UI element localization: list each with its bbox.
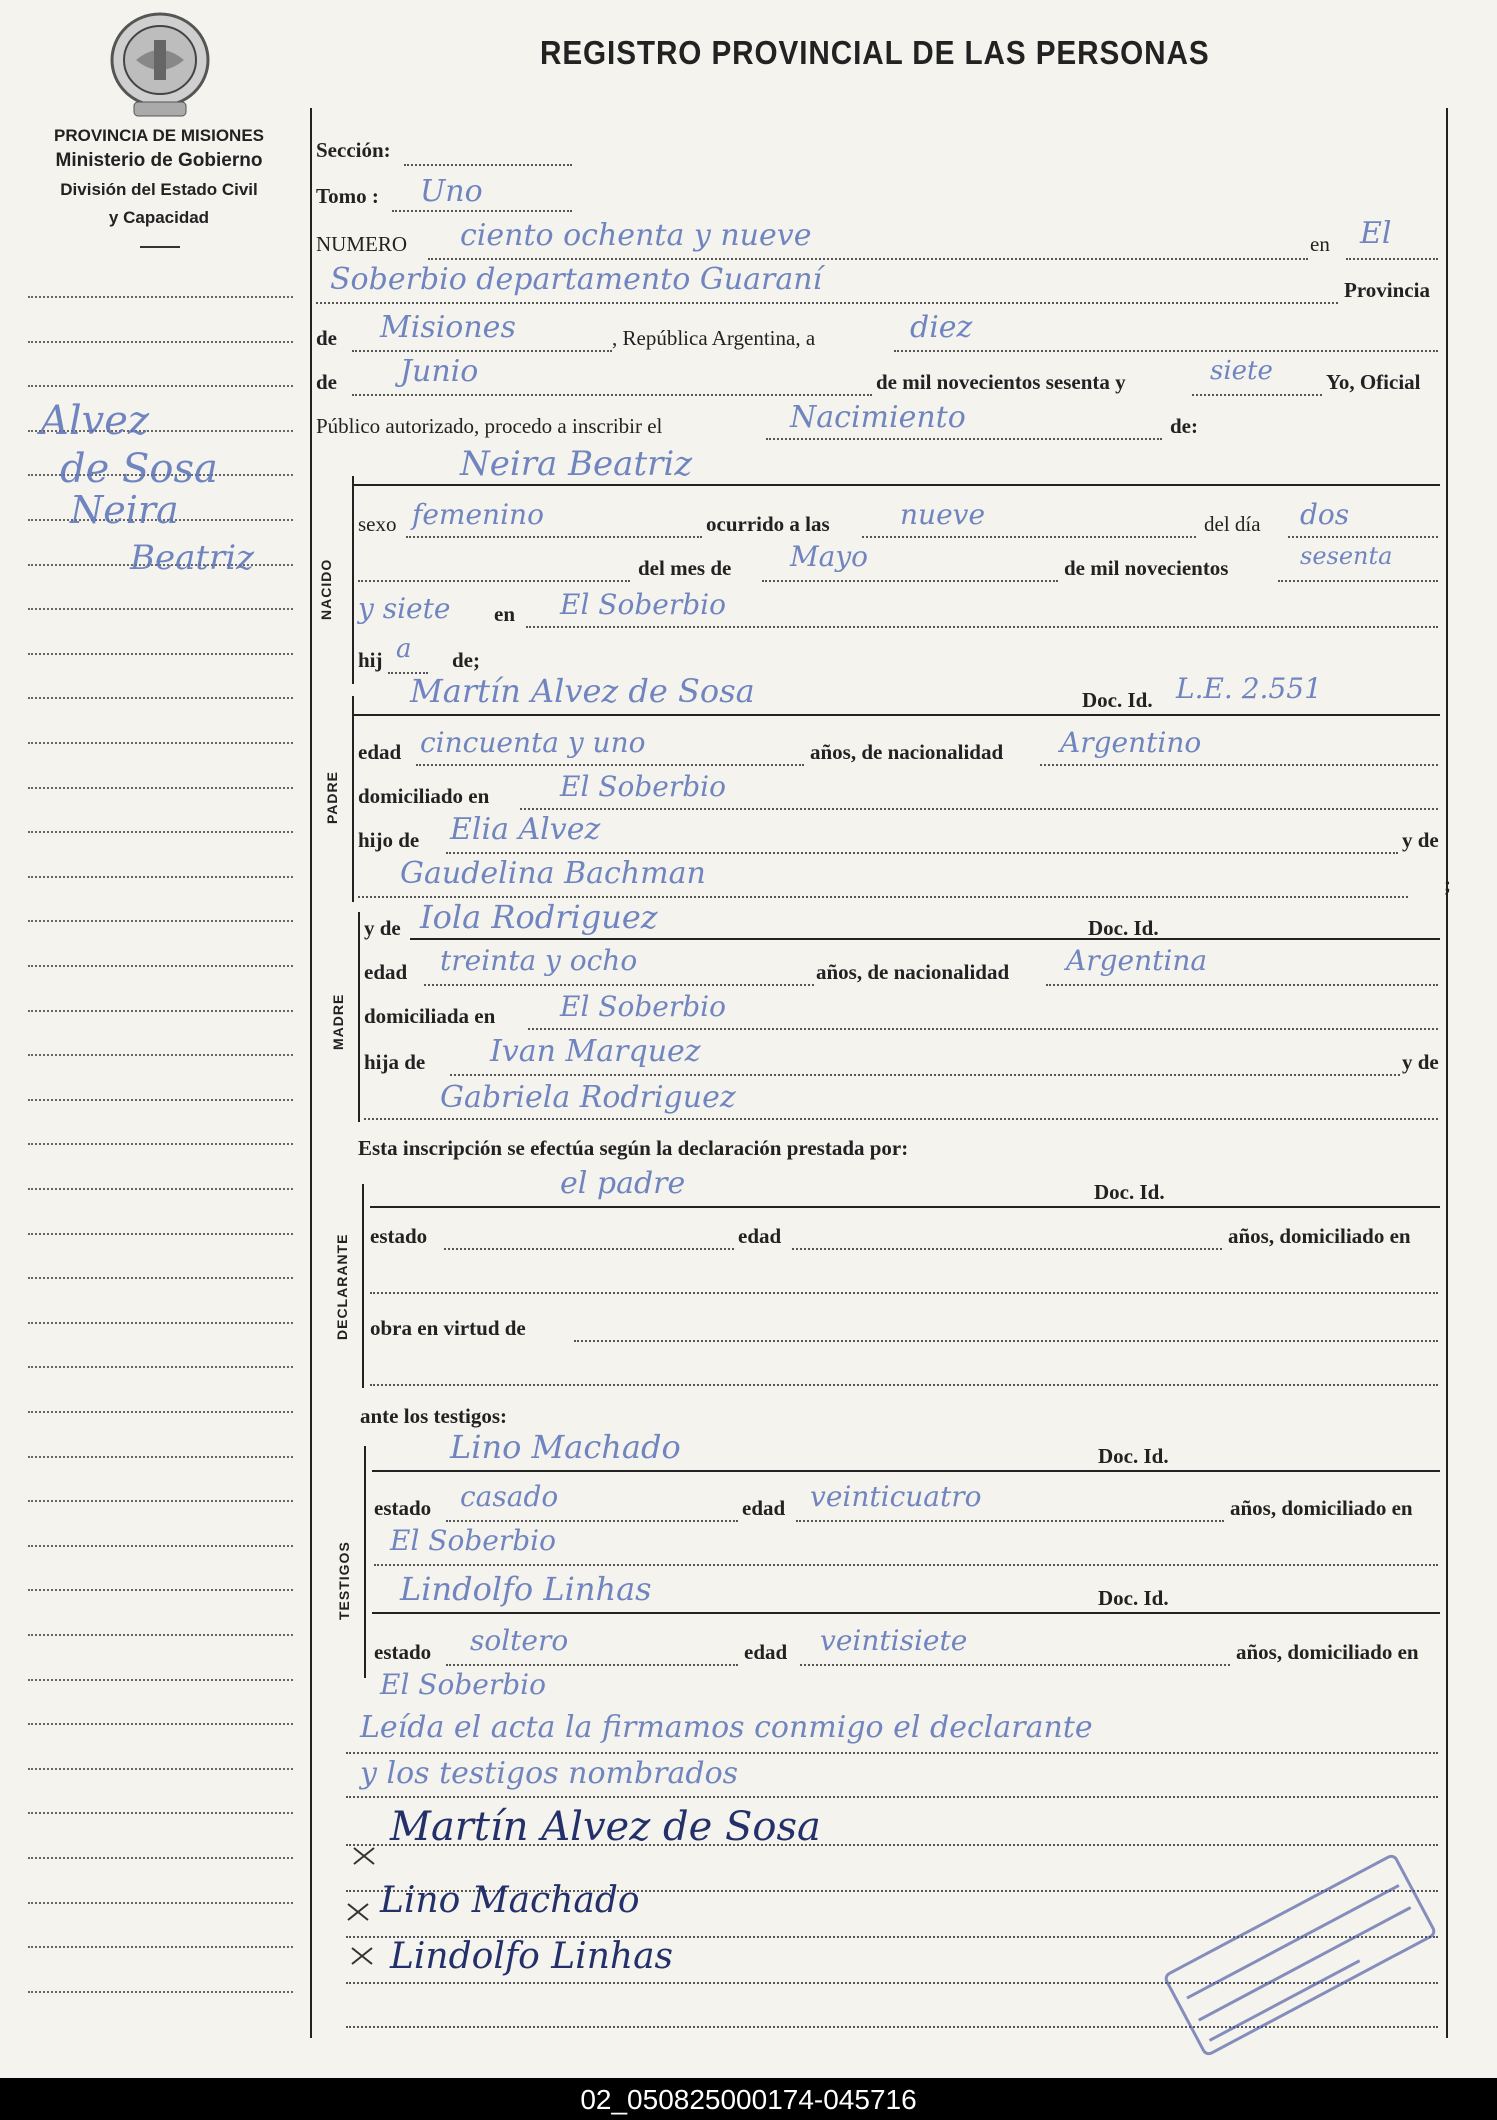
publico-label: Público autorizado, procedo a inscribir el (316, 414, 663, 438)
testigo1-doc-label: Doc. Id. (1098, 1444, 1169, 1468)
declarante-tag: DECLARANTE (334, 1233, 350, 1340)
padre-value: Martín Alvez de Sosa (410, 672, 755, 710)
margin-line (28, 385, 293, 387)
numero-label: NUMERO (316, 232, 408, 256)
dia-nac-value: dos (1300, 498, 1350, 531)
margin-line (28, 1099, 293, 1101)
margin-name-1: Neira (70, 488, 179, 532)
madre-madre-line (364, 1118, 1438, 1120)
margin-line (28, 1768, 293, 1770)
margin-line (28, 1857, 293, 1859)
page-title: REGISTRO PROVINCIAL DE LAS PERSONAS (540, 34, 1210, 71)
testigo2-edad-label: edad (744, 1640, 788, 1664)
sexo-value: femenino (412, 498, 544, 531)
nacido-bracket (352, 476, 354, 684)
testigos-bracket (364, 1446, 366, 1678)
testigo1-edad-label: edad (742, 1496, 786, 1520)
madre-dom-value: El Soberbio (560, 990, 726, 1023)
hij-value: a (396, 634, 412, 664)
madre-y-de-label: y de (364, 916, 401, 940)
de-semicolon-label: de; (452, 648, 480, 672)
padre-nac-value: Argentino (1060, 726, 1202, 759)
del-mes-label: del mes de (638, 556, 732, 580)
madre-tag: MADRE (330, 993, 346, 1050)
margin-line (28, 296, 293, 298)
org-underline (140, 246, 180, 248)
acto-value: Nacimiento (790, 400, 966, 435)
note-line-1 (346, 1752, 1438, 1754)
signature-witness-2: Lindolfo Linhas (390, 1936, 674, 1977)
lugar-nac-line (526, 626, 1438, 628)
margin-line (28, 876, 293, 878)
testigo1-estado-label: estado (374, 1496, 432, 1520)
blank-line-1 (358, 580, 630, 582)
org-capacity: y Capacidad (108, 208, 210, 227)
padre-hijo-label: hijo de (358, 828, 420, 852)
testigo1-dom-label: años, domiciliado en (1230, 1496, 1413, 1520)
cross-mark-icon (350, 1946, 374, 1966)
testigo1-dom-value: El Soberbio (390, 1524, 556, 1557)
numero-value: ciento ochenta y nueve (460, 218, 812, 253)
testigo2-edad-value: veintisiete (820, 1624, 968, 1657)
nombre-value: Neira Beatriz (460, 444, 693, 484)
dia-nac-line (1288, 536, 1438, 538)
madre-value: Iola Rodriguez (420, 898, 658, 936)
padre-tag: PADRE (324, 771, 340, 824)
padre-edad-value: cincuenta y uno (420, 726, 646, 759)
padre-doc-label: Doc. Id. (1082, 688, 1153, 712)
republica-label: , República Argentina, a (612, 326, 816, 350)
padre-padre-value: Elia Alvez (450, 812, 601, 847)
margin-line (28, 742, 293, 744)
de-label-2: de (316, 370, 337, 394)
cross-mark-icon (346, 1902, 370, 1922)
signature-witness-1: Lino Machado (380, 1880, 640, 1921)
ante-label: ante los testigos: (360, 1404, 507, 1428)
testigo1-line (372, 1470, 1440, 1472)
margin-line (28, 697, 293, 699)
margin-line (28, 1277, 293, 1279)
declarante-line (370, 1206, 1440, 1208)
mes-nac-line (762, 580, 1058, 582)
cross-mark-icon (352, 1846, 376, 1866)
sesenta-label: de mil novecientos sesenta y (876, 370, 1126, 394)
provincia-label: Provincia (1344, 278, 1430, 302)
margin-line (28, 831, 293, 833)
madre-bracket (358, 912, 360, 1122)
padre-semicolon: ; (1444, 872, 1451, 896)
margin-line (28, 1902, 293, 1904)
madre-line (410, 938, 1440, 940)
tomo-value: Uno (420, 174, 483, 209)
testigo1-estado-value: casado (460, 1480, 559, 1513)
testigos-tag: TESTIGOS (336, 1541, 352, 1620)
nacido-tag: NACIDO (318, 558, 334, 620)
declarante-edad-label: edad (738, 1224, 782, 1248)
margin-line (28, 1456, 293, 1458)
padre-nac-line (1040, 764, 1438, 766)
margin-line (28, 1545, 293, 1547)
madre-hija-label: hija de (364, 1050, 426, 1074)
seccion-line (404, 164, 572, 166)
testigo2-dom-label: años, domiciliado en (1236, 1640, 1419, 1664)
testigo2-dom-value: El Soberbio (380, 1668, 546, 1701)
lugar-line (316, 302, 1338, 304)
anio-nac-line (1278, 580, 1438, 582)
tomo-label: Tomo : (316, 184, 379, 208)
official-stamp-icon (1150, 1850, 1450, 2060)
hora-value: nueve (900, 498, 986, 531)
madre-padre-line (450, 1074, 1400, 1076)
madre-doc-label: Doc. Id. (1088, 916, 1159, 940)
margin-line (28, 1812, 293, 1814)
padre-line (354, 714, 1440, 716)
declarante-value: el padre (560, 1166, 686, 1201)
anio-nac-value-1: sesenta (1300, 542, 1393, 570)
lugar-nac-value: El Soberbio (560, 588, 726, 621)
provincia-line (352, 350, 612, 352)
margin-line (28, 1634, 293, 1636)
de-colon-label: de: (1170, 414, 1198, 438)
margin-line (28, 1054, 293, 1056)
footer-id: 02_050825000174-045716 (580, 2084, 917, 2115)
testigo1-edad-line (796, 1520, 1224, 1522)
margin-surname-1: Alvez (40, 398, 150, 444)
margin-line (28, 1010, 293, 1012)
numero-line (428, 258, 1308, 260)
padre-dom-line (520, 808, 1438, 810)
padre-edad-line (416, 764, 804, 766)
nombre-line (354, 484, 1440, 486)
provincia-value: Misiones (380, 310, 516, 345)
padre-nac-label: años, de nacionalidad (810, 740, 1004, 764)
sexo-line (406, 536, 702, 538)
madre-nac-value: Argentina (1066, 944, 1208, 977)
madre-madre-value: Gabriela Rodriguez (440, 1080, 736, 1115)
padre-madre-value: Gaudelina Bachman (400, 856, 706, 891)
margin-line (28, 1589, 293, 1591)
padre-doc-value: L.E. 2.551 (1176, 672, 1322, 705)
testigo1-dom-line (374, 1564, 1438, 1566)
org-division: División del Estado Civil (60, 180, 258, 199)
padre-dom-value: El Soberbio (560, 770, 726, 803)
margin-line (28, 1991, 293, 1993)
note-1: Leída el acta la firmamos conmigo el declarante (360, 1710, 1093, 1745)
signature-father: Martín Alvez de Sosa (390, 1804, 821, 1850)
testigo2-edad-line (800, 1664, 1230, 1666)
dia-line (894, 350, 1438, 352)
madre-y-de-label-2: y de (1402, 1050, 1439, 1074)
margin-line (28, 920, 293, 922)
mes-value: Junio (400, 354, 479, 389)
madre-edad-line (424, 984, 814, 986)
testigo1-value: Lino Machado (450, 1428, 681, 1466)
en-nac-label: en (494, 602, 515, 626)
margin-line (28, 787, 293, 789)
anio-line (1192, 394, 1322, 396)
de-mil-label: de mil novecientos (1064, 556, 1229, 580)
right-border-line (1446, 108, 1448, 2038)
margin-line (28, 1946, 293, 1948)
margin-line (28, 1411, 293, 1413)
dia-value: diez (910, 310, 973, 345)
de-label-1: de (316, 326, 337, 350)
inscripcion-label: Esta inscripción se efectúa según la declaración prestada por: (358, 1136, 909, 1160)
padre-bracket (352, 696, 354, 902)
declarante-blank-line (370, 1292, 1438, 1294)
margin-line (28, 1188, 293, 1190)
padre-dom-label: domiciliado en (358, 784, 490, 808)
declarante-bracket (362, 1184, 364, 1388)
padre-edad-label: edad (358, 740, 402, 764)
testigo2-estado-line (446, 1664, 738, 1666)
testigo2-estado-label: estado (374, 1640, 432, 1664)
madre-dom-label: domiciliada en (364, 1004, 496, 1028)
org-province: PROVINCIA DE MISIONES (53, 126, 264, 145)
testigo2-estado-value: soltero (470, 1624, 569, 1657)
org-ministry: Ministerio de Gobierno (55, 150, 263, 171)
mes-line (352, 394, 872, 396)
margin-line (28, 608, 293, 610)
margin-line (28, 965, 293, 967)
left-border-line (310, 108, 312, 2038)
margin-line (28, 1366, 293, 1368)
yo-oficial-label: Yo, Oficial (1326, 370, 1421, 394)
testigo1-estado-line (446, 1520, 738, 1522)
declarante-dom-label: años, domiciliado en (1228, 1224, 1411, 1248)
margin-line (28, 1233, 293, 1235)
declarante-estado-line (444, 1248, 734, 1250)
margin-line (28, 1143, 293, 1145)
acto-line (766, 438, 1162, 440)
margin-name-2: Beatriz (130, 538, 255, 578)
padre-padre-line (446, 852, 1398, 854)
testigo1-edad-value: veinticuatro (810, 1480, 982, 1513)
madre-padre-value: Ivan Marquez (490, 1034, 701, 1069)
madre-nac-label: años, de nacionalidad (816, 960, 1010, 984)
hij-label: hij (358, 648, 383, 672)
margin-surname-2: de Sosa (60, 446, 218, 492)
testigo2-value: Lindolfo Linhas (400, 1570, 652, 1608)
madre-dom-line (528, 1028, 1438, 1030)
del-dia-label: del día (1204, 512, 1261, 536)
declarante-estado-label: estado (370, 1224, 428, 1248)
margin-line (28, 341, 293, 343)
declarante-edad-line (792, 1248, 1222, 1250)
en-label: en (1310, 232, 1330, 256)
anio-nac-value-2: y siete (358, 592, 451, 625)
lugar-value: Soberbio departamento Guaraní (330, 262, 823, 297)
madre-edad-label: edad (364, 960, 408, 984)
sexo-label: sexo (358, 512, 397, 536)
note-line-2 (346, 1796, 1438, 1798)
margin-line (28, 1679, 293, 1681)
note-2: y los testigos nombrados (360, 1756, 739, 1791)
testigo2-line (372, 1612, 1440, 1614)
margin-line (28, 1723, 293, 1725)
tomo-line (392, 210, 572, 212)
obra-blank-line (370, 1384, 1438, 1386)
provincial-seal-icon (106, 10, 214, 122)
madre-edad-value: treinta y ocho (440, 944, 638, 977)
ocurrido-label: ocurrido a las (706, 512, 830, 536)
obra-label: obra en virtud de (370, 1316, 526, 1340)
madre-nac-line (1046, 984, 1438, 986)
hora-line (862, 536, 1196, 538)
seccion-label: Sección: (316, 138, 391, 162)
obra-line (574, 1340, 1438, 1342)
margin-line (28, 1322, 293, 1324)
testigo2-doc-label: Doc. Id. (1098, 1586, 1169, 1610)
padre-y-de-label: y de (1402, 828, 1439, 852)
anio-value: siete (1210, 356, 1273, 386)
declarante-doc-label: Doc. Id. (1094, 1180, 1165, 1204)
en-line (1346, 258, 1438, 260)
footer-bar (0, 2078, 1497, 2120)
margin-line (28, 653, 293, 655)
en-value: El (1360, 216, 1392, 251)
mes-nac-value: Mayo (790, 540, 869, 573)
margin-line (28, 1500, 293, 1502)
